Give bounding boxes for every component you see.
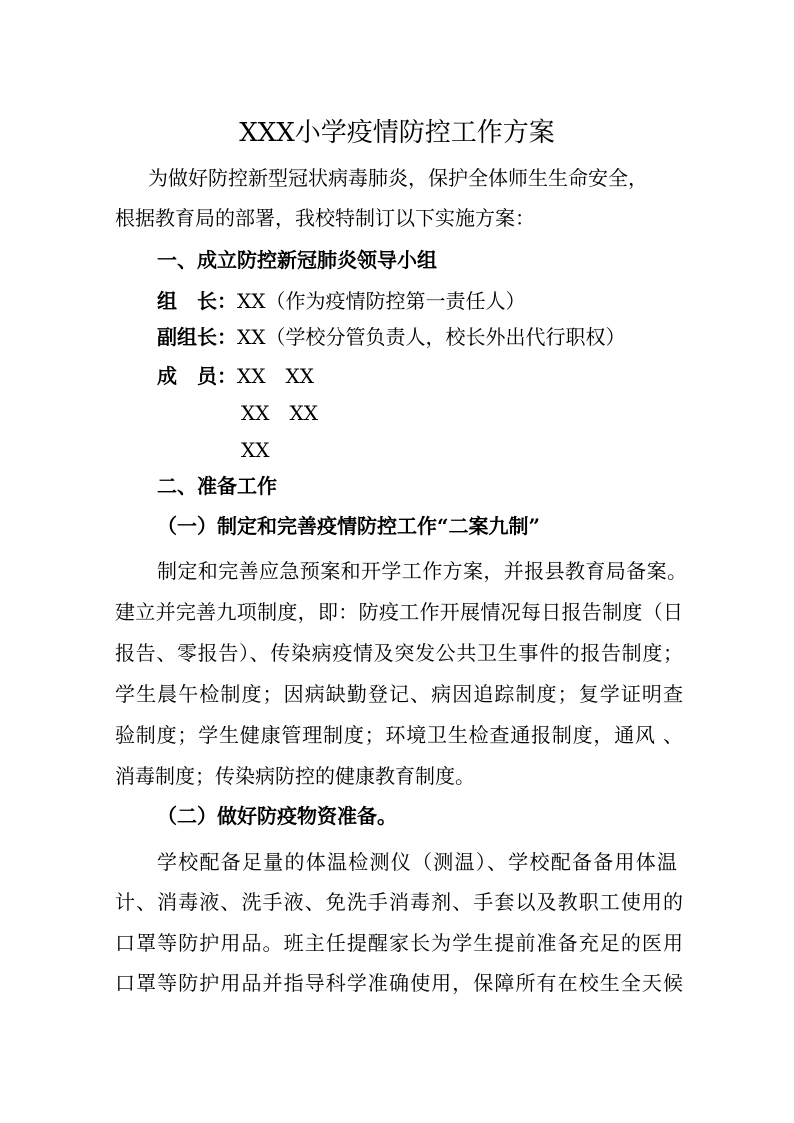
paragraph-line: 报告、零报告）、传染病疫情及突发公共卫生事件的报告制度； xyxy=(115,641,683,665)
members-value-2: XX XX xyxy=(241,401,318,425)
leader-value: XX（作为疫情防控第一责任人） xyxy=(237,289,526,313)
paragraph-line: 计、消毒液、洗手液、免洗手消毒剂、手套以及教职工使用的 xyxy=(115,890,683,914)
leader-row xyxy=(157,291,525,311)
members-value-1: XX XX xyxy=(237,364,314,388)
paragraph-line: 消毒制度；传染病防控的健康教育制度。 xyxy=(115,764,475,788)
paragraph-line: 口罩等防护用品。班主任提醒家长为学生提前准备充足的医用 xyxy=(115,931,683,955)
intro-line-2: 根据教育局的部署，我校特制订以下实施方案： xyxy=(115,206,535,230)
paragraph-line: 建立并完善九项制度，即：防疫工作开展情况每日报告制度（日 xyxy=(115,600,683,624)
paragraph-line: 验制度；学生健康管理制度；环境卫生检查通报制度，通风 、 xyxy=(115,723,683,747)
deputy-value: XX（学校分管负责人，校长外出代行职权） xyxy=(237,325,626,349)
deputy-row xyxy=(157,327,625,347)
subsection-2-heading: （二）做好防疫物资准备。 xyxy=(157,804,397,828)
intro-line-1: 为做好防控新型冠状病毒肺炎，保护全体师生生命安全， xyxy=(148,166,648,190)
members-value-3: XX xyxy=(241,438,270,462)
paragraph-line: 学生晨午检制度；因病缺勤登记、病因追踪制度；复学证明查 xyxy=(115,682,683,706)
members-label: 成 员： xyxy=(157,364,237,388)
subsection-1-heading: （一）制定和完善疫情防控工作“二案九制” xyxy=(157,514,541,538)
section-1-heading: 一、成立防控新冠肺炎领导小组 xyxy=(157,248,437,272)
paragraph-line: 制定和完善应急预案和开学工作方案，并报县教育局备案。 xyxy=(157,559,687,583)
leader-label: 组 长： xyxy=(157,289,237,313)
members-row xyxy=(157,366,314,386)
deputy-label: 副组长： xyxy=(157,325,237,349)
section-2-heading: 二、准备工作 xyxy=(157,474,277,498)
paragraph-line: 学校配备足量的体温检测仪（测温）、学校配备备用体温 xyxy=(157,850,677,874)
paragraph-line: 口罩等防护用品并指导科学准确使用，保障所有在校生全天候 xyxy=(115,971,683,995)
document-title: XXX小学疫情防控工作方案 xyxy=(239,118,555,148)
